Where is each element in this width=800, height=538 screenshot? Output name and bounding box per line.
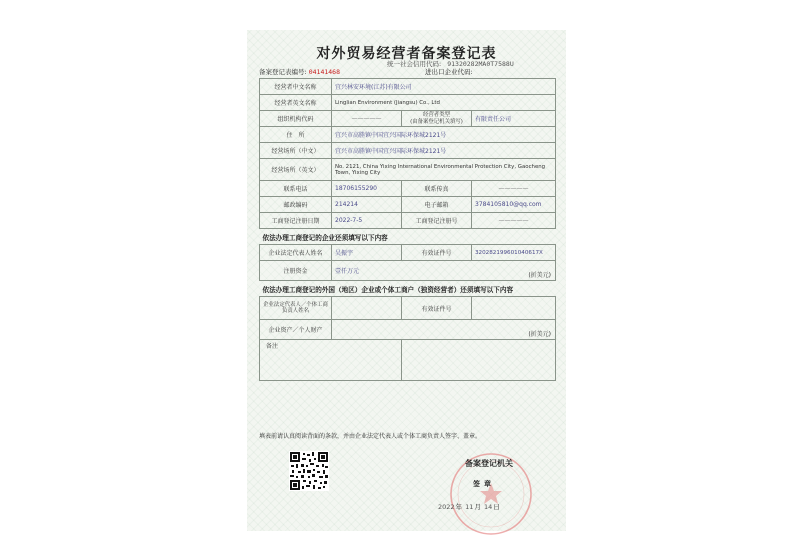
- org-code-value: —————: [332, 111, 402, 127]
- assets-label: 企业资产／个人财产: [260, 320, 332, 340]
- capital-label: 注册资金: [260, 261, 332, 281]
- email-label: 电子邮箱: [402, 197, 472, 213]
- qr-code-graphic: [289, 451, 329, 491]
- registration-form-paper: [247, 30, 566, 531]
- phone-label: 联系电话: [260, 181, 332, 197]
- table-row: [260, 261, 556, 281]
- capital-cell: [332, 261, 556, 281]
- org-code-label: 组织机构代码: [260, 111, 332, 127]
- premises-cn-label: 经营场所（中文）: [260, 143, 332, 159]
- assets-unit: (折美元): [528, 331, 552, 338]
- legal-rep-value: 吴振宇: [332, 245, 402, 261]
- table-row: [260, 143, 556, 159]
- fax-value: —————: [472, 181, 556, 197]
- postcode-value: 214214: [332, 197, 402, 213]
- date-month-unit: 月: [474, 503, 481, 511]
- operator-type-value: 有限责任公司: [472, 111, 556, 127]
- table-row: [260, 95, 556, 111]
- en-name-value: Linglian Environment (Jiangsu) Co., Ltd: [332, 95, 556, 111]
- fax-label: 联系传真: [402, 181, 472, 197]
- address-label: 住 所: [260, 127, 332, 143]
- foreign-rep-label: 企业法定代表人／个体工商负责人姓名: [260, 297, 332, 320]
- biz-date-label: 工商登记注册日期: [260, 213, 332, 229]
- table-row: [260, 111, 556, 127]
- table-row: [260, 213, 556, 229]
- qr-code: [289, 451, 329, 491]
- table-row: [260, 181, 556, 197]
- table-row: [260, 197, 556, 213]
- assets-cell: [332, 320, 556, 340]
- premises-en-value: No. 2121, China Yixing International Environmental Protection City, Gaocheng Town, Yixing City: [332, 159, 556, 181]
- premises-cn-value: 宜兴市高塍镇中国宜兴国际环保城2121号: [332, 143, 556, 159]
- foreign-rep-value: [332, 297, 402, 320]
- foreign-id-label: 有效证件号: [402, 297, 472, 320]
- issue-date: [437, 502, 500, 511]
- table-row: [260, 320, 556, 340]
- operator-type-label: 经营者类型 (由备案登记机关填写): [402, 111, 472, 127]
- legal-rep-label: 企业法定代表人姓名: [260, 245, 332, 261]
- table-row: [260, 245, 556, 261]
- remarks-label: 备注: [266, 343, 279, 350]
- biz-no-label: 工商登记注册号: [402, 213, 472, 229]
- cn-name-value: 宜兴林安环境(江苏)有限公司: [332, 79, 556, 95]
- remarks-cell: [260, 340, 402, 381]
- phone-value: 18706155290: [332, 181, 402, 197]
- section-heading-row: [260, 229, 556, 245]
- table-row: [260, 159, 556, 181]
- capital-unit: (折美元): [528, 272, 552, 279]
- instruction-note: 填表前请认真阅读背面的条款，并由企业法定代表人或个体工商负责人签字、盖章。: [259, 433, 482, 440]
- email-value: 3784105810@qq.com: [472, 197, 556, 213]
- section1-heading: 依法办理工商登记的企业还须填写以下内容: [262, 233, 388, 242]
- date-year-unit: 年: [455, 503, 463, 511]
- address-value: 宜兴市高塍镇中国宜兴国际环保城2121号: [332, 127, 556, 143]
- cn-name-label: 经营者中文名称: [260, 79, 332, 95]
- section2-heading: 依法办理工商登记的外国（地区）企业或个体工商户（独资经营者）还须填写以下内容: [262, 285, 514, 294]
- date-day: 14: [483, 503, 493, 511]
- en-name-label: 经营者英文名称: [260, 95, 332, 111]
- filing-authority: 备案登记机关: [465, 459, 513, 468]
- seal-label: 签章: [473, 480, 495, 488]
- form-title: 对外贸易经营者备案登记表: [316, 46, 497, 62]
- biz-no-value: —————: [472, 213, 556, 229]
- id-number-label: 有效证件号: [402, 245, 472, 261]
- credit-code-label: 统一社会信用代码:: [387, 60, 442, 68]
- id-number-value: 320282199601040617X: [472, 245, 556, 261]
- foreign-id-value: [472, 297, 556, 320]
- table-row: [260, 297, 556, 320]
- date-day-unit: 日: [493, 503, 500, 511]
- table-row: [260, 340, 556, 381]
- registration-number-value: 04141468: [308, 68, 341, 76]
- table-row: [260, 79, 556, 95]
- registration-number: [259, 67, 340, 76]
- table-row: [260, 127, 556, 143]
- registration-number-label: 备案登记表编号:: [259, 68, 307, 76]
- date-year: 2022: [438, 503, 455, 511]
- premises-en-label: 经营场所（英文）: [260, 159, 332, 181]
- date-month: 11: [465, 503, 474, 511]
- credit-code-value: 91320282MA0T7588U: [447, 60, 514, 68]
- remarks-content: [402, 340, 556, 381]
- postcode-label: 邮政编码: [260, 197, 332, 213]
- import-export-code-label: 进出口企业代码:: [425, 68, 473, 76]
- section-heading-row: [260, 281, 556, 297]
- capital-value: 壹仟万元: [335, 268, 360, 275]
- registration-table: [259, 78, 556, 381]
- biz-date-value: 2022-7-5: [332, 213, 402, 229]
